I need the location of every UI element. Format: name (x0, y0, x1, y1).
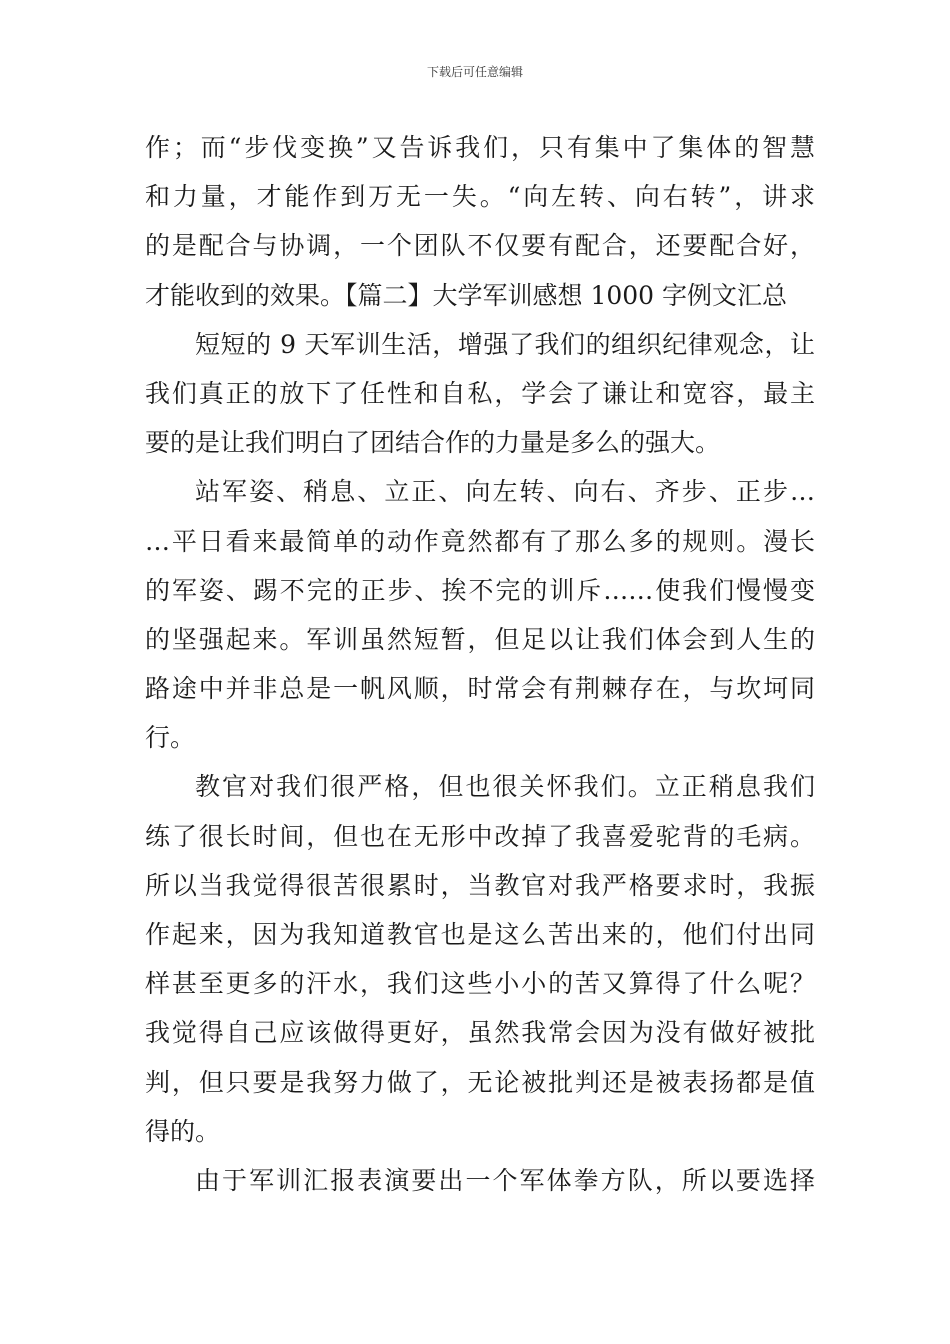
text-line: 作；而“步伐变换”又告诉我们，只有集中了集体的智慧 (145, 133, 815, 162)
text-line: 站军姿、稍息、立正、向左转、向右、齐步、正步… (195, 477, 815, 507)
text-line: 得的。 (145, 1116, 221, 1146)
text-line: 练了很长时间，但也在无形中改掉了我喜爱驼背的毛病。 (145, 821, 815, 851)
page-header: 下载后可任意编辑 (426, 65, 523, 79)
text-line: 行。 (145, 723, 196, 753)
text-line: 由于军训汇报表演要出一个军体拳方队，所以要选择 (195, 1165, 815, 1195)
text-line: 样甚至更多的汗水，我们这些小小的苦又算得了什么呢？ (145, 969, 815, 999)
text-line: 的军姿、踢不完的正步、挨不完的训斥……使我们慢慢变 (145, 575, 815, 605)
text-line: 路途中并非总是一帆风顺，时常会有荆棘存在，与坎坷同 (145, 674, 815, 704)
text-line: …平日看来最简单的动作竟然都有了那么多的规则。漫长 (145, 526, 815, 556)
text-line: 教官对我们很严格，但也很关怀我们。立正稍息我们 (195, 772, 815, 802)
text-line: 要的是让我们明白了团结合作的力量是多么的强大。 (145, 428, 721, 458)
text-line: 我们真正的放下了任性和自私，学会了谦让和宽容，最主 (145, 378, 815, 408)
text-line: 所以当我觉得很苦很累时，当教官对我严格要求时，我振 (145, 870, 815, 900)
text-line: 的坚强起来。军训虽然短暂，但足以让我们体会到人生的 (145, 624, 815, 654)
text-line: 和力量，才能作到万无一失。“向左转、向右转”，讲求 (145, 182, 815, 212)
document-body (145, 123, 815, 1205)
text-line: 短短的 9 天军训生活，增强了我们的组织纪律观念，让 (195, 329, 815, 359)
text-line: 作起来，因为我知道教官也是这么苦出来的，他们付出同 (145, 920, 815, 949)
text-line: 判，但只要是我努力做了，无论被批判还是被表扬都是值 (145, 1067, 815, 1097)
text-line: 的是配合与协调，一个团队不仅要有配合，还要配合好， (145, 231, 815, 261)
text-line: 才能收到的效果。【篇二】大学军训感想 1000 字例文汇总 (145, 280, 788, 310)
text-line: 我觉得自己应该做得更好，虽然我常会因为没有做好被批 (145, 1018, 815, 1048)
